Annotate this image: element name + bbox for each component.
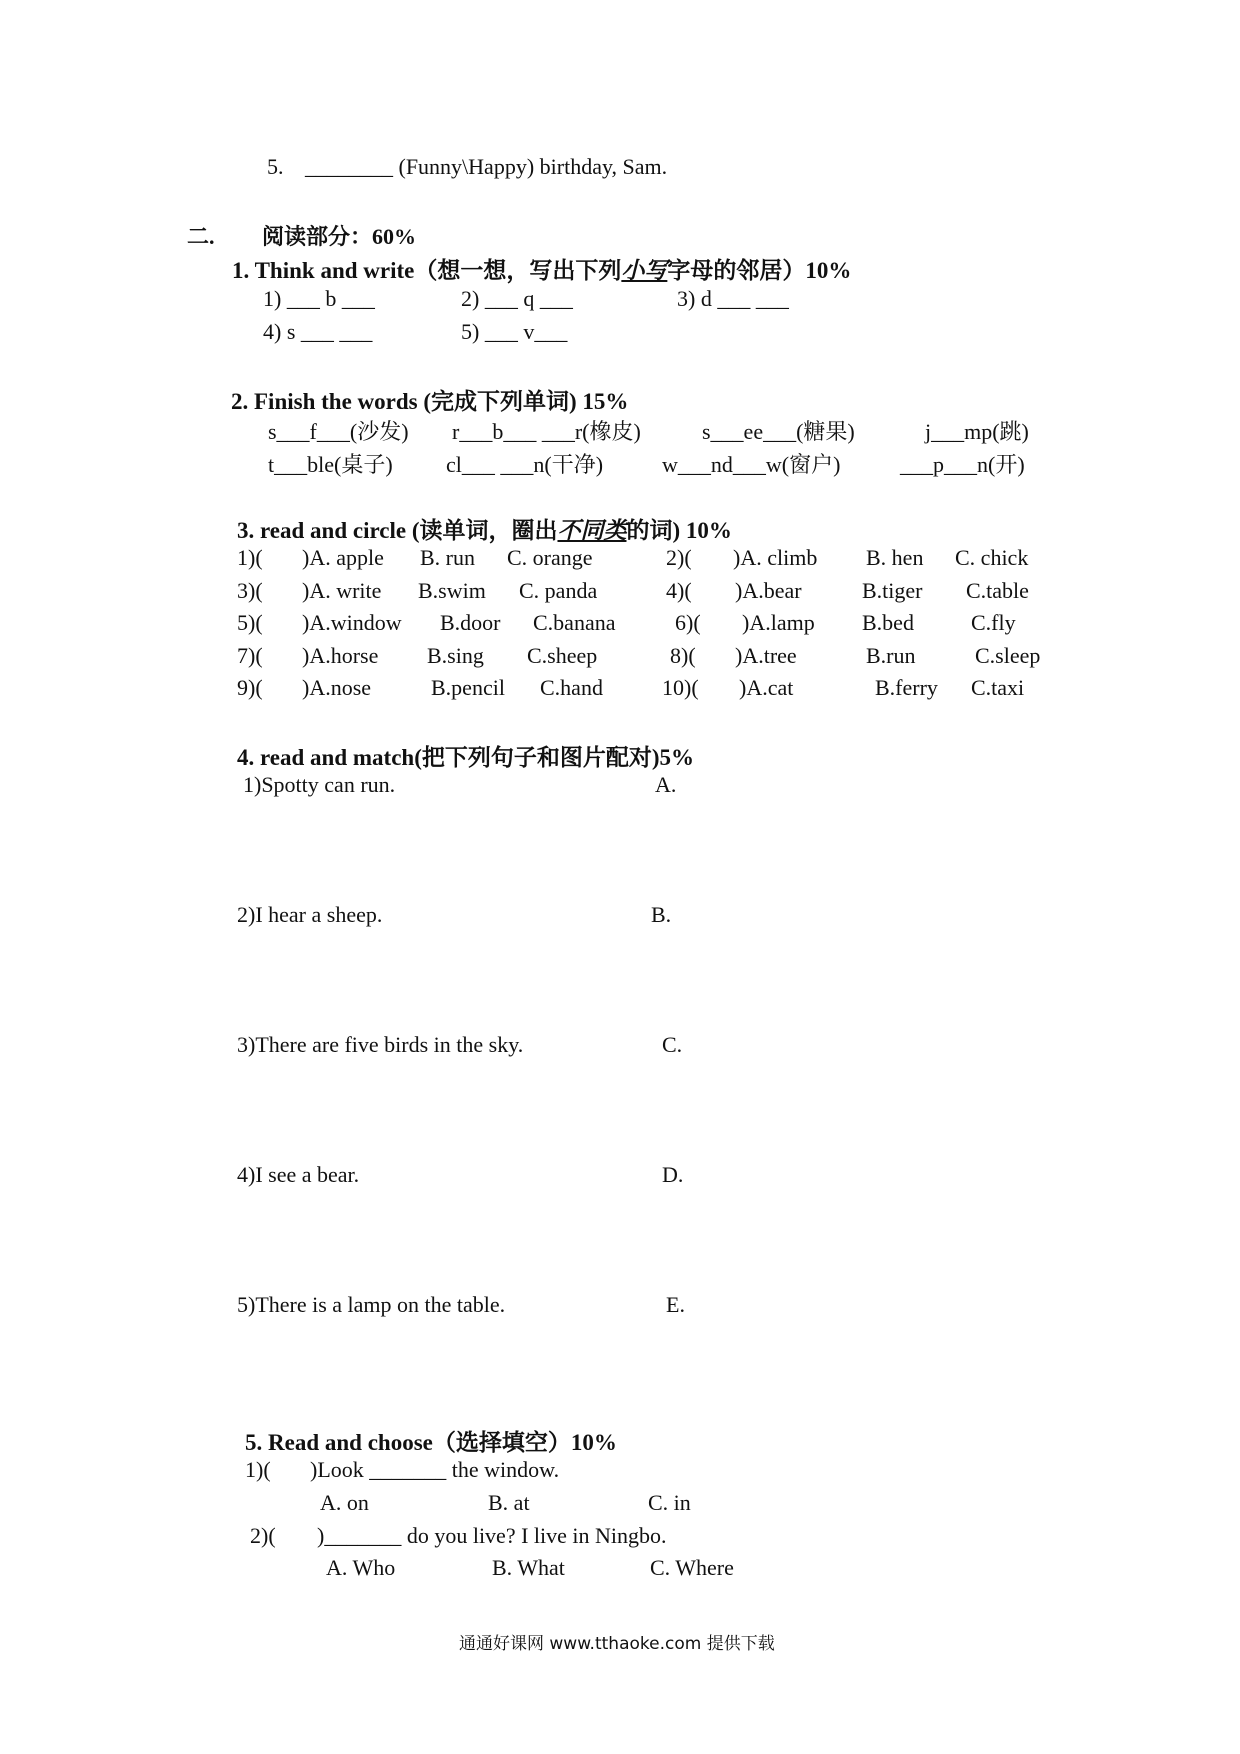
match-letter: C. bbox=[662, 1032, 683, 1057]
answer-paren: 4)( bbox=[666, 578, 692, 603]
answer-paren: 9)( bbox=[237, 675, 263, 700]
answer-paren: 2)( bbox=[666, 545, 692, 570]
option-a: )A.tree bbox=[735, 643, 797, 668]
match-sentence: 1)Spotty can run. bbox=[243, 772, 396, 797]
part1-title: 1. Think and write（想一想，写出下列小写字母的邻居）10% bbox=[232, 258, 852, 283]
word-item: cl___ ___n(干净) bbox=[446, 452, 604, 477]
match-letter: E. bbox=[666, 1292, 685, 1317]
circle-row bbox=[0, 610, 1240, 640]
option-b: B.bed bbox=[862, 610, 914, 635]
part3-title: 3. read and circle (读单词，圈出不同类的词) 10% bbox=[237, 518, 732, 543]
option-c: C. chick bbox=[955, 545, 1029, 570]
word-item: j___mp(跳) bbox=[925, 419, 1029, 444]
option-a: )A.window bbox=[302, 610, 402, 635]
option-c: C.table bbox=[966, 578, 1029, 603]
option-b: B.door bbox=[440, 610, 501, 635]
circle-row bbox=[0, 675, 1240, 705]
option-c: C.sleep bbox=[975, 643, 1041, 668]
word-item: s___ee___(糖果) bbox=[702, 419, 855, 444]
option-c: C. in bbox=[648, 1490, 691, 1515]
answer-paren: 3)( bbox=[237, 578, 263, 603]
word-item: ___p___n(开) bbox=[900, 452, 1025, 477]
option-a: )A. climb bbox=[733, 545, 818, 570]
option-a: )A.nose bbox=[302, 675, 372, 700]
match-sentence: 2)I hear a sheep. bbox=[237, 902, 383, 927]
option-b: B. hen bbox=[866, 545, 924, 570]
answer-paren: 1)( bbox=[237, 545, 263, 570]
option-b: B. What bbox=[492, 1555, 565, 1580]
section-title: 阅读部分：60% bbox=[262, 224, 417, 249]
match-sentence: 5)There is a lamp on the table. bbox=[237, 1292, 506, 1317]
neighbor-item: 2) ___ q ___ bbox=[461, 286, 573, 311]
answer-paren: 6)( bbox=[675, 610, 701, 635]
option-c: C.fly bbox=[971, 610, 1016, 635]
circle-row bbox=[0, 578, 1240, 608]
option-a: A. Who bbox=[326, 1555, 396, 1580]
question-number: 5. bbox=[267, 154, 284, 179]
word-item: r___b___ ___r(橡皮) bbox=[452, 419, 641, 444]
part5-title: 5. Read and choose（选择填空）10% bbox=[245, 1430, 617, 1455]
match-letter: A. bbox=[655, 772, 677, 797]
option-c: C.hand bbox=[540, 675, 603, 700]
option-a: )A.bear bbox=[735, 578, 802, 603]
footer-text: 通通好课网 www.tthaoke.com 提供下载 bbox=[459, 1634, 775, 1654]
option-b: B.pencil bbox=[431, 675, 505, 700]
option-c: C.banana bbox=[533, 610, 616, 635]
question-text: ________ (Funny\Happy) birthday, Sam. bbox=[305, 154, 668, 179]
option-a: )A.lamp bbox=[742, 610, 815, 635]
option-a: )A. apple bbox=[302, 545, 384, 570]
option-a: )A. write bbox=[302, 578, 382, 603]
option-b: B.tiger bbox=[862, 578, 923, 603]
option-b: B. run bbox=[420, 545, 475, 570]
option-c: C. orange bbox=[507, 545, 593, 570]
word-item: s___f___(沙发) bbox=[268, 419, 409, 444]
option-a: )A.cat bbox=[739, 675, 794, 700]
neighbor-item: 3) d ___ ___ bbox=[677, 286, 789, 311]
circle-row bbox=[0, 545, 1240, 575]
word-item: w___nd___w(窗户) bbox=[662, 452, 841, 477]
neighbor-item: 1) ___ b ___ bbox=[263, 286, 375, 311]
answer-paren: 10)( bbox=[662, 675, 699, 700]
option-b: B.sing bbox=[427, 643, 484, 668]
match-sentence: 4)I see a bear. bbox=[237, 1162, 360, 1187]
answer-paren: 8)( bbox=[670, 643, 696, 668]
match-letter: D. bbox=[662, 1162, 684, 1187]
option-c: C.taxi bbox=[971, 675, 1025, 700]
neighbor-item: 4) s ___ ___ bbox=[263, 319, 373, 344]
answer-paren: 5)( bbox=[237, 610, 263, 635]
option-b: B.run bbox=[866, 643, 916, 668]
question-text: )Look _______ the window. bbox=[310, 1457, 560, 1482]
neighbor-item: 5) ___ v___ bbox=[461, 319, 568, 344]
answer-paren: 2)( bbox=[250, 1523, 276, 1548]
word-item: t___ble(桌子) bbox=[268, 452, 393, 477]
part4-title: 4. read and match(把下列句子和图片配对)5% bbox=[237, 745, 695, 770]
part2-title: 2. Finish the words (完成下列单词) 15% bbox=[231, 389, 629, 414]
option-c: C. Where bbox=[650, 1555, 734, 1580]
question-text: )_______ do you live? I live in Ningbo. bbox=[317, 1523, 667, 1548]
option-b: B.swim bbox=[418, 578, 486, 603]
option-b: B.ferry bbox=[875, 675, 938, 700]
option-b: B. at bbox=[488, 1490, 530, 1515]
option-a: )A.horse bbox=[302, 643, 379, 668]
match-sentence: 3)There are five birds in the sky. bbox=[237, 1032, 524, 1057]
circle-row bbox=[0, 643, 1240, 673]
answer-paren: 7)( bbox=[237, 643, 263, 668]
section-number: 二. bbox=[187, 224, 215, 249]
option-a: A. on bbox=[320, 1490, 369, 1515]
option-c: C. panda bbox=[519, 578, 598, 603]
option-c: C.sheep bbox=[527, 643, 598, 668]
answer-paren: 1)( bbox=[245, 1457, 271, 1482]
match-letter: B. bbox=[651, 902, 672, 927]
